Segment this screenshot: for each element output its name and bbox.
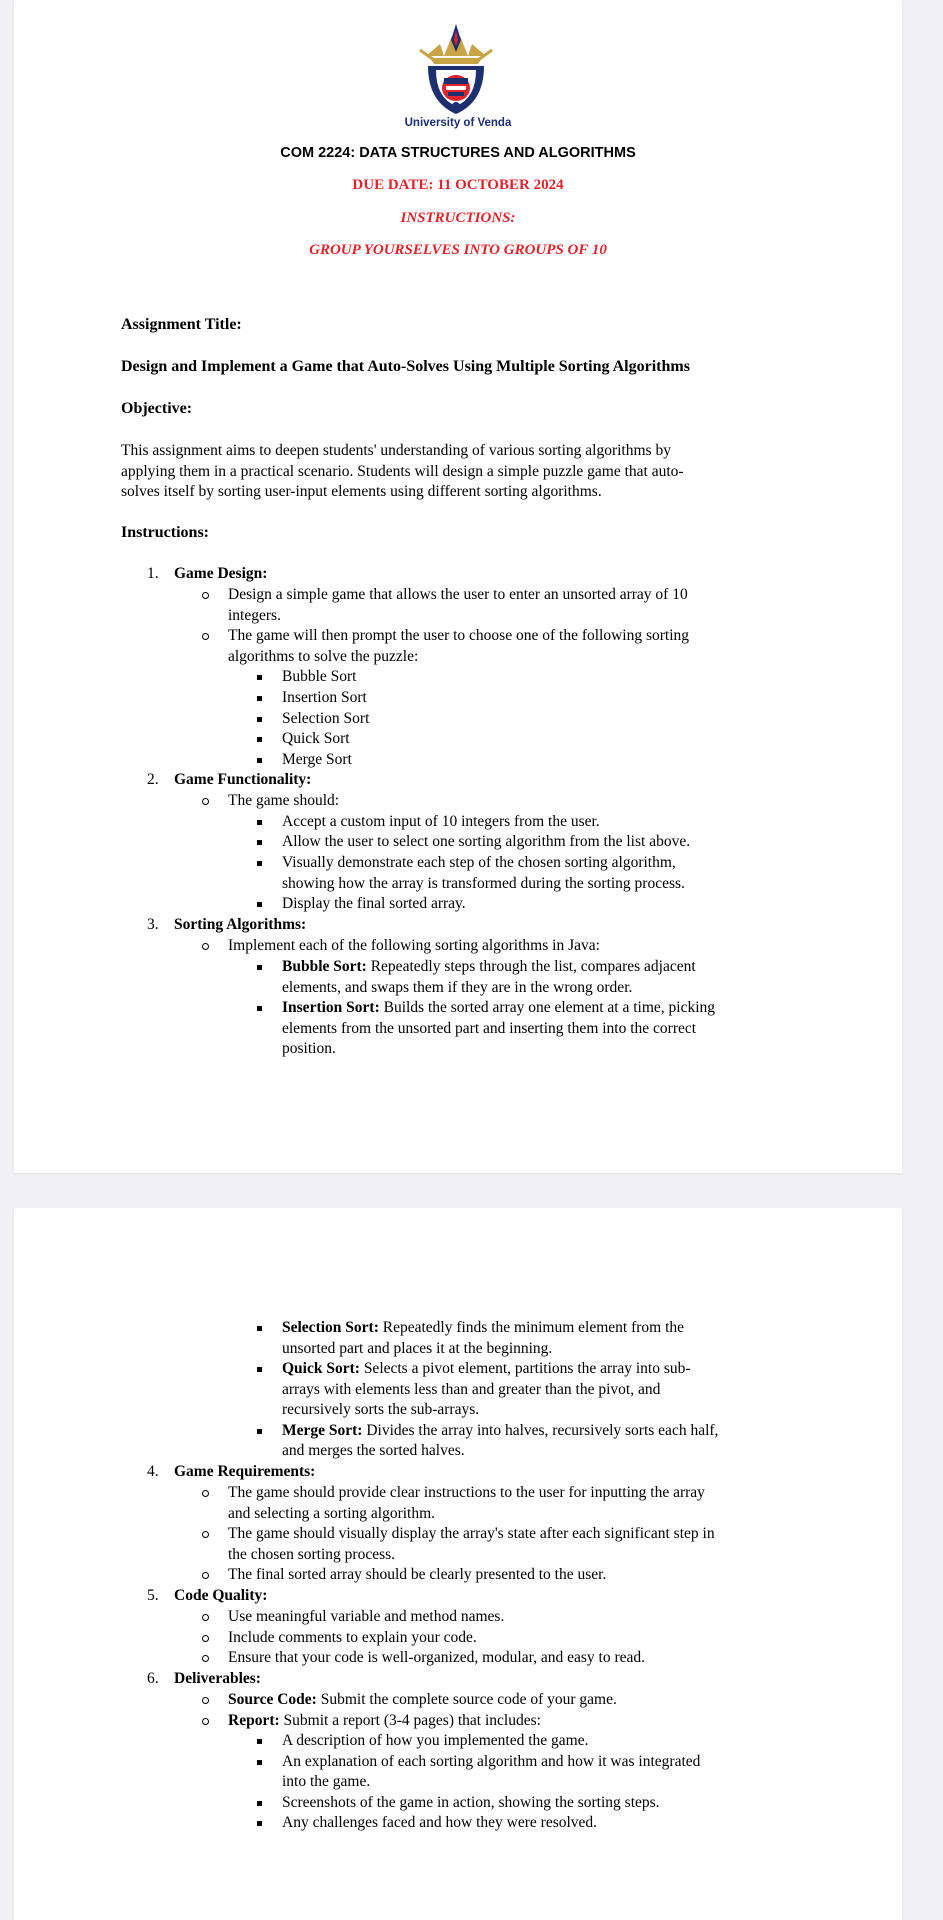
list-item: A description of how you implemented the game.	[282, 1732, 589, 1749]
list-item-continuation: elements, and swaps them if they are in the wrong order.	[282, 979, 633, 996]
document-page-2	[14, 1208, 902, 1920]
square-bullet	[257, 965, 262, 970]
circle-bullet	[202, 1490, 209, 1497]
section-title: Game Design:	[174, 565, 268, 582]
list-item: Visually demonstrate each step of the chosen sorting algorithm,	[282, 854, 676, 871]
list-item-continuation: algorithms to solve the puzzle:	[228, 648, 419, 665]
circle-bullet	[202, 592, 209, 599]
list-item-source-code: Source Code: Submit the complete source code of your game.	[228, 1691, 617, 1708]
list-item: Include comments to explain your code.	[228, 1629, 477, 1646]
circle-bullet	[202, 1635, 209, 1642]
square-bullet	[257, 820, 262, 825]
list-item-continuation: recursively sorts the sub-arrays.	[282, 1401, 480, 1418]
list-item-continuation: the chosen sorting process.	[228, 1546, 396, 1563]
square-bullet	[257, 1006, 262, 1011]
list-item-quick-sort: Quick Sort: Selects a pivot element, partitions the array into sub-	[282, 1360, 691, 1377]
objective-label: Objective:	[121, 400, 193, 417]
list-item: Selection Sort	[282, 710, 370, 727]
circle-bullet	[202, 1697, 209, 1704]
list-item-continuation: position.	[282, 1040, 336, 1057]
circle-bullet	[202, 1614, 209, 1621]
section-number: 6.	[147, 1670, 159, 1687]
university-logo	[406, 22, 506, 118]
list-item: Quick Sort	[282, 730, 350, 747]
square-bullet	[257, 902, 262, 907]
circle-bullet	[202, 1655, 209, 1662]
objective-paragraph: This assignment aims to deepen students' understanding of various sorting algorithms by applying them in a practical scenario. Students will design a simple puzzle game that auto- solves itself by sorting user-input elements using different sorting algorithms.	[121, 442, 684, 500]
circle-bullet	[202, 1572, 209, 1579]
section-title: Sorting Algorithms:	[174, 916, 307, 933]
list-item: Screenshots of the game in action, showing the sorting steps.	[282, 1794, 660, 1811]
list-item-bubble-sort: Bubble Sort: Repeatedly steps through the list, compares adjacent	[282, 958, 696, 975]
list-item: Insertion Sort	[282, 689, 367, 706]
list-item: Use meaningful variable and method names.	[228, 1608, 505, 1625]
list-item-continuation: and merges the sorted halves.	[282, 1442, 465, 1459]
circle-bullet	[202, 1531, 209, 1538]
section-number: 1.	[147, 565, 159, 582]
square-bullet	[257, 717, 262, 722]
list-item-continuation: and selecting a sorting algorithm.	[228, 1505, 436, 1522]
square-bullet	[257, 1326, 262, 1331]
square-bullet	[257, 840, 262, 845]
section-number: 5.	[147, 1587, 159, 1604]
list-item-continuation: elements from the unsorted part and inserting them into the correct	[282, 1020, 697, 1037]
square-bullet	[257, 1367, 262, 1372]
list-item: Implement each of the following sorting algorithms in Java:	[228, 937, 600, 954]
list-item: The game should visually display the array's state after each significant step in	[228, 1525, 715, 1542]
list-item: Display the final sorted array.	[282, 895, 466, 912]
list-item-insertion-sort: Insertion Sort: Builds the sorted array one element at a time, picking	[282, 999, 716, 1016]
list-item: The game should:	[228, 792, 340, 809]
list-item: Merge Sort	[282, 751, 352, 768]
list-item: Allow the user to select one sorting algorithm from the list above.	[282, 833, 691, 850]
list-item: The game will then prompt the user to choose one of the following sorting	[228, 627, 690, 644]
document-page-1	[14, 0, 902, 1173]
assignment-title-label: Assignment Title:	[121, 316, 242, 333]
instructions-label: INSTRUCTIONS:	[400, 210, 516, 226]
square-bullet	[257, 675, 262, 680]
list-item-continuation: showing how the array is transformed during the sorting process.	[282, 875, 685, 892]
section-number: 2.	[147, 771, 159, 788]
square-bullet	[257, 1739, 262, 1744]
square-bullet	[257, 1821, 262, 1826]
circle-bullet	[202, 798, 209, 805]
circle-bullet	[202, 633, 209, 640]
due-date: DUE DATE: 11 OCTOBER 2024	[352, 177, 564, 193]
assignment-title: Design and Implement a Game that Auto-Solves Using Multiple Sorting Algorithms	[121, 358, 690, 375]
square-bullet	[257, 696, 262, 701]
section-title: Game Functionality:	[174, 771, 312, 788]
list-item: Bubble Sort	[282, 668, 357, 685]
section-number: 4.	[147, 1463, 159, 1480]
list-item-report: Report: Submit a report (3-4 pages) that includes:	[228, 1712, 541, 1729]
list-item: Ensure that your code is well-organized, modular, and easy to read.	[228, 1649, 646, 1666]
course-title: COM 2224: DATA STRUCTURES AND ALGORITHMS	[280, 145, 636, 161]
square-bullet	[257, 1801, 262, 1806]
square-bullet	[257, 1760, 262, 1765]
circle-bullet	[202, 943, 209, 950]
circle-bullet	[202, 1718, 209, 1725]
list-item-continuation: into the game.	[282, 1773, 371, 1790]
list-item: The final sorted array should be clearly presented to the user.	[228, 1566, 607, 1583]
square-bullet	[257, 758, 262, 763]
list-item-continuation: arrays with elements less than and greater than the pivot, and	[282, 1381, 661, 1398]
list-item: Design a simple game that allows the user to enter an unsorted array of 10	[228, 586, 688, 603]
group-instruction: GROUP YOURSELVES INTO GROUPS OF 10	[309, 242, 607, 258]
square-bullet	[257, 861, 262, 866]
section-title: Deliverables:	[174, 1670, 261, 1687]
list-item: The game should provide clear instructions to the user for inputting the array	[228, 1484, 705, 1501]
list-item: An explanation of each sorting algorithm and how it was integrated	[282, 1753, 701, 1770]
square-bullet	[257, 737, 262, 742]
list-item: Any challenges faced and how they were resolved.	[282, 1814, 598, 1831]
section-title: Game Requirements:	[174, 1463, 316, 1480]
square-bullet	[257, 1429, 262, 1434]
section-number: 3.	[147, 916, 159, 933]
instructions-heading: Instructions:	[121, 524, 210, 541]
list-item-merge-sort: Merge Sort: Divides the array into halves, recursively sorts each half,	[282, 1422, 719, 1439]
list-item-selection-sort: Selection Sort: Repeatedly finds the minimum element from the	[282, 1319, 685, 1336]
list-item-continuation: integers.	[228, 607, 281, 624]
section-title: Code Quality:	[174, 1587, 268, 1604]
list-item: Accept a custom input of 10 integers from the user.	[282, 813, 600, 830]
list-item-continuation: unsorted part and places it at the beginning.	[282, 1340, 553, 1357]
university-name: University of Venda	[404, 117, 512, 129]
